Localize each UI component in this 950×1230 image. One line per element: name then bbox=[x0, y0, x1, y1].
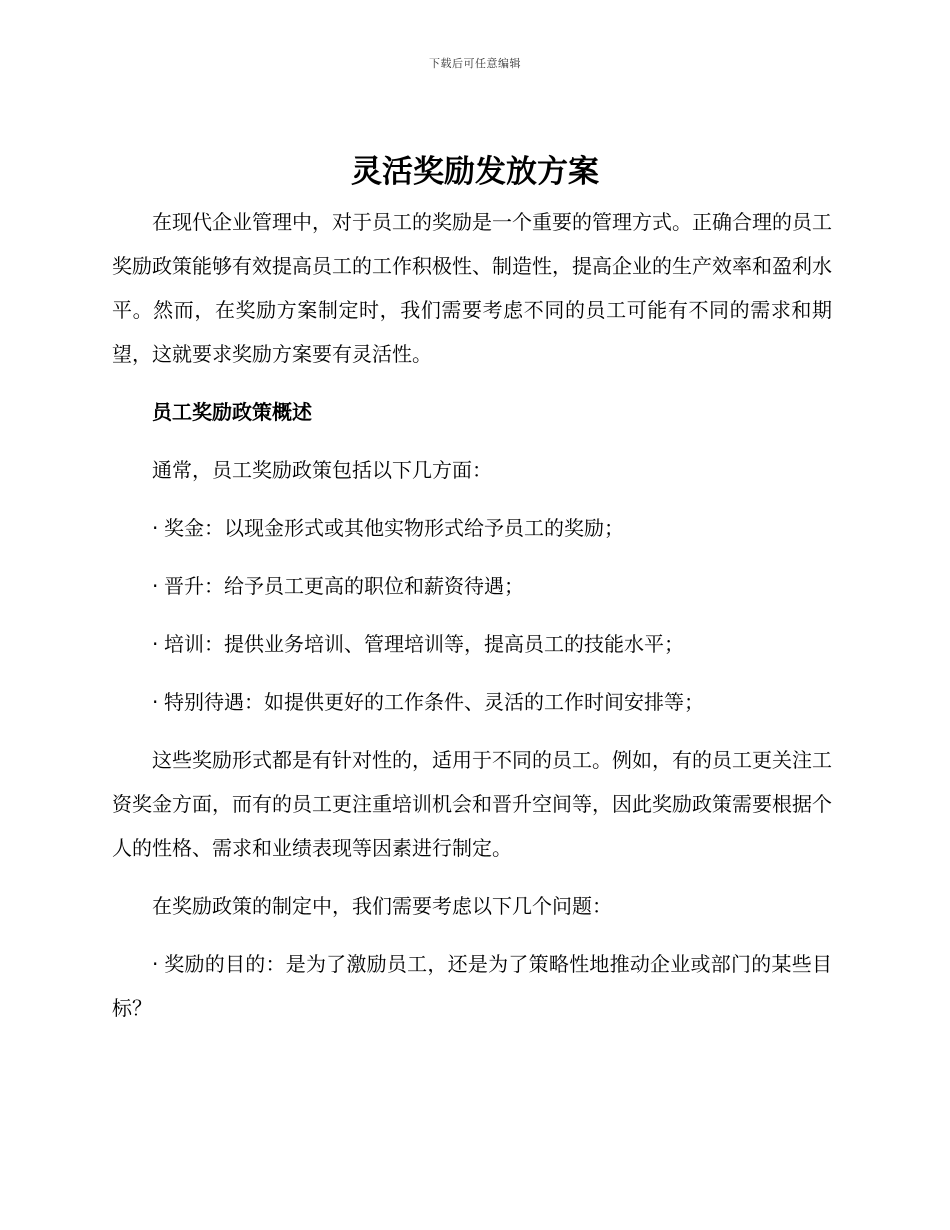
section-heading: 员工奖励政策概述 bbox=[152, 400, 312, 424]
questions-intro: 在奖励政策的制定中，我们需要考虑以下几个问题： bbox=[152, 894, 612, 918]
policy-item-bonus bbox=[112, 506, 832, 550]
policy-item-text: 晋升：给予员工更高的职位和薪资待遇； bbox=[164, 574, 524, 598]
policy-item-special bbox=[112, 680, 832, 724]
question-item-purpose bbox=[112, 942, 832, 1030]
policy-item-promotion bbox=[112, 564, 832, 608]
intro-paragraph: 在现代企业管理中，对于员工的奖励是一个重要的管理方式。正确合理的员工奖励政策能够有效提高员工的工作积极性、制造性，提高企业的生产效率和盈利水平。然而，在奖励方案制定时，我们需要考虑不同的员工可能有不同的需求和期望，这就要求奖励方案要有灵活性。 bbox=[112, 210, 832, 366]
header-note: 下载后可任意编辑 bbox=[429, 57, 521, 70]
bullet-marker: · bbox=[152, 690, 159, 714]
bullet-marker: · bbox=[152, 632, 159, 656]
targeting-paragraph: 这些奖励形式都是有针对性的，适用于不同的员工。例如，有的员工更关注工资奖金方面，而有的员工更注重培训机会和晋升空间等，因此奖励政策需要根据个人的性格、需求和业绩表现等因素进行制定。 bbox=[112, 748, 832, 860]
document-title: 灵活奖励发放方案 bbox=[351, 154, 599, 190]
document-body bbox=[112, 200, 832, 1044]
bullet-marker: · bbox=[152, 574, 159, 598]
policy-item-text: 奖金：以现金形式或其他实物形式给予员工的奖励； bbox=[164, 516, 624, 540]
bullet-marker: · bbox=[152, 952, 159, 976]
policy-intro: 通常，员工奖励政策包括以下几方面： bbox=[152, 458, 492, 482]
policy-item-text: 培训：提供业务培训、管理培训等，提高员工的技能水平； bbox=[164, 632, 684, 656]
policy-item-training bbox=[112, 622, 832, 666]
policy-item-text: 特别待遇：如提供更好的工作条件、灵活的工作时间安排等； bbox=[164, 690, 704, 714]
question-item-text: 奖励的目的：是为了激励员工，还是为了策略性地推动企业或部门的某些目标？ bbox=[112, 952, 832, 1020]
bullet-marker: · bbox=[152, 516, 159, 540]
